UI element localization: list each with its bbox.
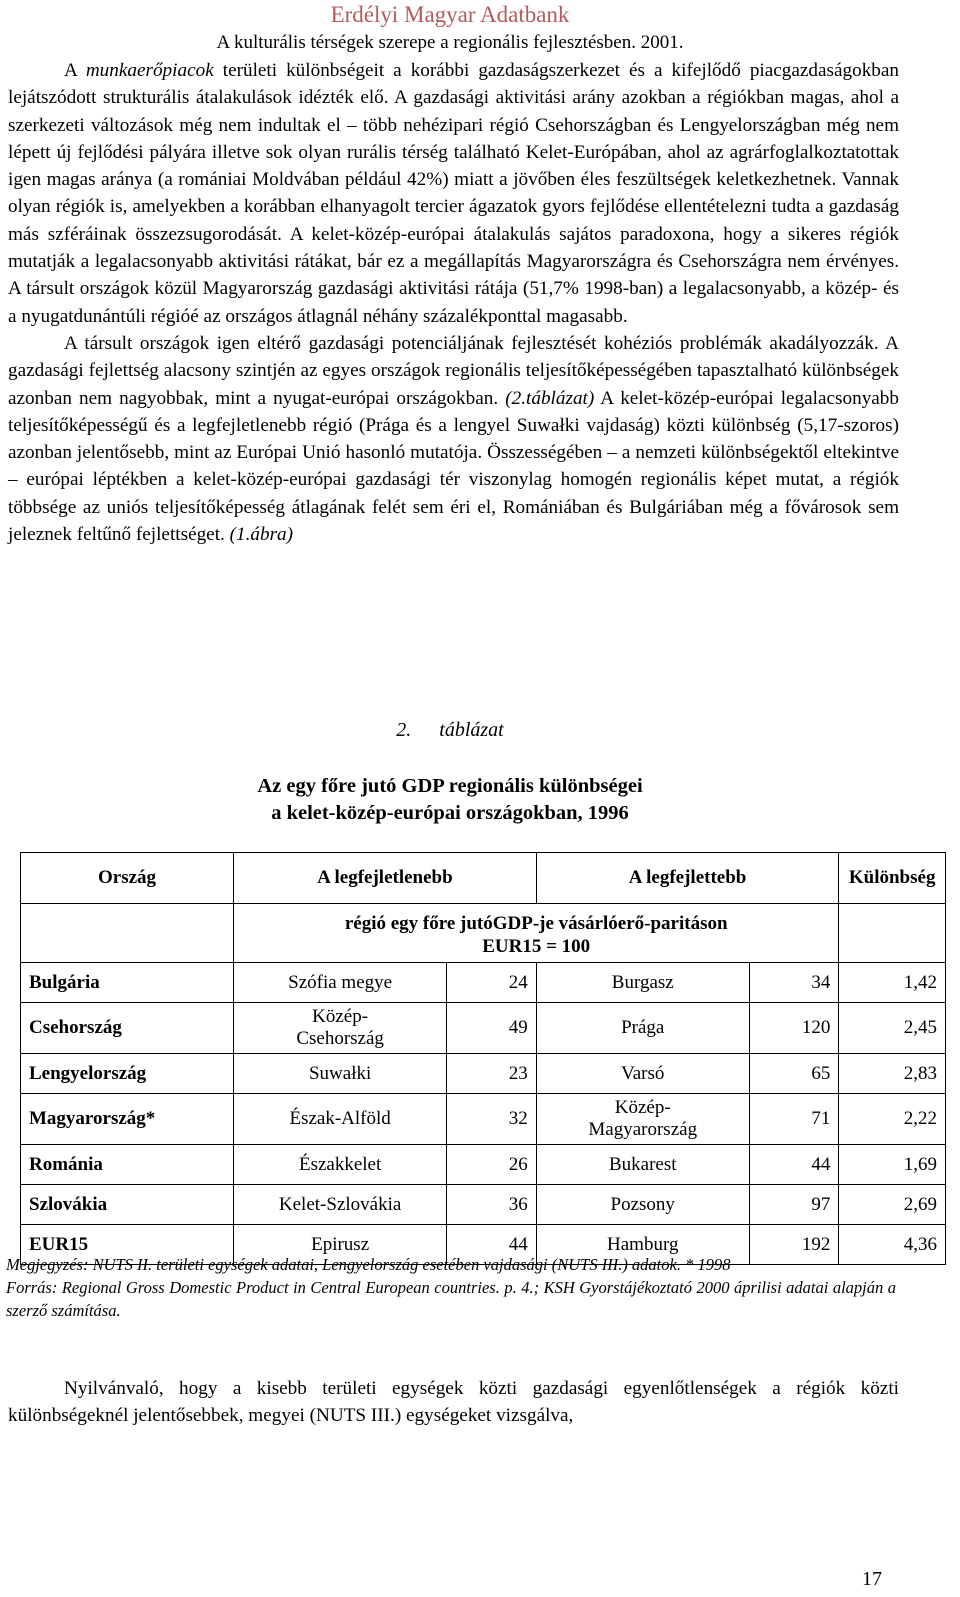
row-lowest-value: 32 — [447, 1094, 537, 1145]
row-lowest-region: Északkelet — [234, 1145, 447, 1185]
row-lowest-region: Észak-Alföld — [234, 1094, 447, 1145]
row-lowest-value: 36 — [447, 1185, 537, 1225]
table-body — [21, 963, 946, 1265]
row-highest-value: 65 — [749, 1054, 839, 1094]
table-note: Megjegyzés: NUTS II. területi egységek adatai, Lengyelország esetében vajdasági (NUTS III.) adatok. * 1998 — [6, 1255, 731, 1274]
row-lowest-value: 44 — [447, 1225, 537, 1265]
row-country: Csehország — [21, 1003, 234, 1054]
row-lowest-region: Epirusz — [234, 1225, 447, 1265]
gdp-table — [20, 852, 946, 1265]
row-difference: 2,22 — [839, 1094, 946, 1145]
paragraph-territorial-inequalities: Nyilvánvaló, hogy a kisebb területi egységek közti gazdasági egyenlőtlenségek a régiók közti különbségeknél jelentősebbek, megyei (NUTS III.) egységeket vizsgálva, — [8, 1378, 899, 1427]
paragraph-text: A kelet-közép-európai legalacsonyabb teljesítőképességű és a legfejletlenebb régió (Prága és a lengyel Suwałki vajdaság) közti különbség (5,17-szoros) azonban jelentősebb, mint az Európai Unió hasonló mutatója. Összességében – a nemzeti különbségektől eltekintve – európai léptékben a kelet-közép-európai gazdasági tér viszonylag homogén regionális képet mutat, a régiók többsége az uniós teljesítőképesség átlagának felét sem éri el, Romániában és Bulgáriában még a fővárosok sem jeleznek feltűnő fejlettséget. — [8, 387, 899, 546]
table-row — [21, 1094, 946, 1145]
row-country: Románia — [21, 1145, 234, 1185]
row-highest-region: Burgasz — [536, 963, 749, 1003]
row-highest-region: Hamburg — [536, 1225, 749, 1265]
row-highest-region: Prága — [536, 1003, 749, 1054]
row-lowest-region: Szófia megye — [234, 963, 447, 1003]
row-country: Bulgária — [21, 963, 234, 1003]
row-difference: 1,42 — [839, 963, 946, 1003]
subheader-empty — [21, 904, 234, 963]
site-title: Erdélyi Magyar Adatbank — [330, 2, 570, 27]
paragraph-economic-potential — [8, 330, 899, 548]
row-lowest-value: 23 — [447, 1054, 537, 1094]
row-lowest-region: Suwałki — [234, 1054, 447, 1094]
row-difference: 1,69 — [839, 1145, 946, 1185]
table-title-line-2: a kelet-közép-európai országokban, 1996 — [271, 802, 629, 824]
paragraph-italic-term: munkaerőpiacok — [85, 60, 214, 81]
table-word: táblázat — [439, 719, 504, 741]
row-difference: 4,36 — [839, 1225, 946, 1265]
row-country: Lengyelország — [21, 1054, 234, 1094]
table-title — [0, 773, 900, 827]
row-highest-region: Varsó — [536, 1054, 749, 1094]
row-highest-region: Pozsony — [536, 1185, 749, 1225]
table-notes — [6, 1253, 896, 1322]
table-row — [21, 1185, 946, 1225]
document-subtitle: A kulturális térségek szerepe a regionális fejlesztésben. 2001. — [216, 32, 684, 53]
subheader-empty — [839, 904, 946, 963]
row-highest-value: 120 — [749, 1003, 839, 1054]
subheader-units — [234, 904, 839, 963]
figure-reference: (1.ábra) — [229, 524, 294, 546]
row-highest-value: 192 — [749, 1225, 839, 1265]
row-lowest-value: 49 — [447, 1003, 537, 1054]
paragraph-text: A — [64, 60, 86, 81]
row-highest-region: Bukarest — [536, 1145, 749, 1185]
paragraph-text: területi különbségeit a korábbi gazdaságszerkezet és a kifejlődő piacgazdaságokban lejátszódott strukturális átalakulások idézték elő. A gazdasági aktivitási arány azokban a régiókban magas, ahol a szerkezeti változások még nem indultak el – több nehézipari régió Csehországban és Lengyelországban még nem lépett új fejlődési pályára illetve sok olyan rurális térség található Kelet-Európában, ahol az agrárfoglalkoztatottak igen magas aránya (a romániai Moldvában például 42%) miatt a jövőben éles feszültségek keletkezhetnek. Vannak olyan régiók is, amelyekben a korábban elhanyagolt tercier ágazatok gyors fejlődése ellentételezni tudta a gazdaság más szféráinak összezsugorodását. A kelet-közép-európai átalakulás sajátos paradoxona, hogy a sikeres régiók mutatják a legalacsonyabb aktivitási rátákat, bár ez a megállapítás Magyarországra és Csehországra nem érvényes. A társult országok közül Magyarország gazdasági aktivitási rátája (51,7% 1998-ban) a legalacsonyabb, a közép- és a nyugatdunántúli régióé az országos átlagnál néhány százalékponttal magasabb. — [8, 60, 899, 327]
row-difference: 2,45 — [839, 1003, 946, 1054]
row-country: EUR15 — [21, 1225, 234, 1265]
row-lowest-value: 26 — [447, 1145, 537, 1185]
table-number: 2. — [396, 719, 412, 741]
table-header-row — [21, 853, 946, 904]
row-highest-value: 71 — [749, 1094, 839, 1145]
page-number: 17 — [862, 1568, 882, 1590]
row-lowest-region: Kelet-Szlovákia — [234, 1185, 447, 1225]
paragraph-text: A társult országok igen eltérő gazdasági potenciáljának fejlesztését kohéziós problémák akadályozzák. A gazdasági fejlettség alacsony szintjén az egyes országok regionális teljesítőképességében tapasztalható különbségek azonban nem nagyobbak, mint a nyugat-európai országokban. — [8, 332, 899, 409]
table-subheader-row — [21, 904, 946, 963]
table-row — [21, 1054, 946, 1094]
paragraph-labor-markets — [8, 57, 899, 330]
body-section-2 — [8, 1375, 899, 1430]
table-title-line-1: Az egy főre jutó GDP regionális különbségei — [257, 775, 643, 797]
row-difference: 2,69 — [839, 1185, 946, 1225]
table-row — [21, 1003, 946, 1054]
header-highest: A legfejlettebb — [536, 853, 839, 904]
row-highest-region: Közép- Magyarország — [536, 1094, 749, 1145]
header-country: Ország — [21, 853, 234, 904]
table-row — [21, 1145, 946, 1185]
row-highest-value: 34 — [749, 963, 839, 1003]
subheader-line-1: régió egy főre jutóGDP-je vásárlóerő-paritáson — [344, 913, 728, 934]
body-section-1 — [8, 57, 899, 548]
table-row — [21, 963, 946, 1003]
row-lowest-region: Közép- Csehország — [234, 1003, 447, 1054]
subheader-line-2: EUR15 = 100 — [482, 936, 591, 957]
row-highest-value: 44 — [749, 1145, 839, 1185]
row-highest-value: 97 — [749, 1185, 839, 1225]
row-lowest-value: 24 — [447, 963, 537, 1003]
table-reference: (2.táblázat) — [505, 387, 595, 409]
table-label — [0, 719, 900, 742]
header-difference: Különbség — [839, 853, 946, 904]
row-difference: 2,83 — [839, 1054, 946, 1094]
row-country: Szlovákia — [21, 1185, 234, 1225]
header-lowest: A legfejletlenebb — [234, 853, 537, 904]
row-country: Magyarország* — [21, 1094, 234, 1145]
table-source: Forrás: Regional Gross Domestic Product in Central European countries. p. 4.; KSH Gyorstájékoztató 2000 áprilisi adatai alapján a szerző számítása. — [6, 1278, 896, 1320]
